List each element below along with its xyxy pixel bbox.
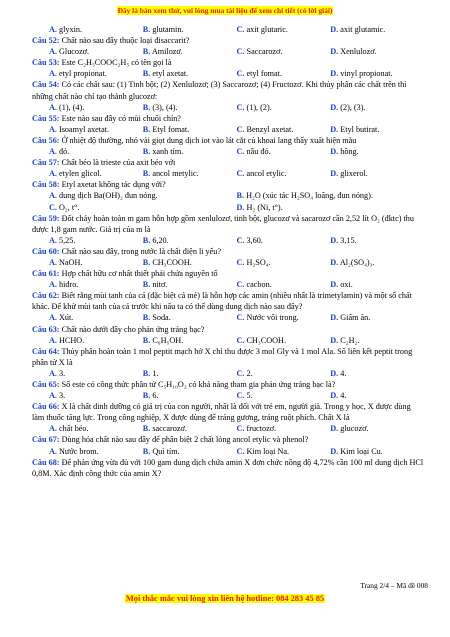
option-letter: D. (330, 235, 339, 245)
option-letter: B. (142, 368, 151, 378)
question-number: Câu 62: (32, 291, 60, 301)
answer-option (143, 446, 237, 457)
option-letter: D. (330, 47, 339, 57)
option-text: đỏ. (59, 147, 70, 157)
option-text: Saccarozơ. (246, 47, 283, 57)
option-letter: C. (236, 368, 245, 378)
answer-option (330, 146, 424, 157)
preview-notice-banner (0, 6, 450, 15)
option-letter: C. (236, 446, 245, 456)
option-text: etylen glicol. (59, 169, 102, 179)
option-letter: D. (330, 69, 339, 79)
question-text: Chất nào sau đây thuộc loại đisaccarit? (61, 36, 190, 46)
option-text: fructozơ. (246, 424, 277, 434)
option-text: ancol metylic. (152, 169, 199, 179)
question-number: Câu 58: (32, 180, 60, 190)
option-letter: A. (49, 424, 57, 434)
answer-option (330, 168, 424, 179)
option-letter: A. (49, 313, 57, 323)
option-text: hồng. (340, 147, 359, 157)
answer-options-row (32, 168, 424, 179)
question-text: Đốt cháy hoàn toàn m gam hỗn hợp gồm xenlulozơ, tinh bột, glucozơ và sacarozơ cần 2,52 lít O₂ (đktc) thu được 1,8 gam nước. Giá trị của m là (32, 213, 414, 234)
question-block (32, 35, 424, 57)
option-letter: A. (49, 169, 57, 179)
answer-option (237, 102, 331, 113)
option-text: axit glutaric. (246, 25, 288, 34)
option-text: (2), (3). (340, 102, 366, 112)
question-stem (32, 246, 424, 257)
answer-option (237, 168, 331, 179)
answer-option (49, 446, 143, 457)
option-letter: A. (49, 235, 57, 245)
question-number: Câu 65: (32, 380, 60, 389)
answer-option (143, 46, 237, 57)
question-number: Câu 55: (32, 113, 60, 123)
option-letter: B. (142, 169, 151, 179)
option-letter: B. (142, 124, 151, 134)
option-letter: B. (142, 235, 151, 245)
answer-options-row (32, 190, 424, 201)
question-stem (32, 379, 424, 390)
option-letter: C. (236, 169, 245, 179)
question-number: Câu 54: (32, 80, 60, 90)
option-text: Xenlulozơ. (340, 47, 377, 57)
option-text: axit glutamic. (340, 25, 386, 34)
question-number: Câu 61: (32, 269, 60, 279)
page-number-footer: Trang 2/4 – Mã đề 008 (360, 581, 428, 590)
option-text: Giấm ăn. (340, 313, 371, 323)
option-letter: B. (142, 446, 151, 456)
answer-option (49, 168, 143, 179)
option-letter: C. (236, 424, 245, 434)
option-text: CH₃COOH. (246, 335, 286, 345)
answer-option (237, 124, 331, 135)
answer-option (49, 312, 143, 323)
option-letter: C. (236, 257, 245, 267)
answer-option (330, 390, 424, 401)
option-letter: D. (330, 335, 339, 345)
option-letter: D. (330, 102, 339, 112)
option-text: Kim loại Cu. (340, 446, 383, 456)
answer-option (143, 24, 237, 35)
answer-options-row (32, 202, 424, 213)
option-letter: C. (236, 235, 245, 245)
answer-options-row (32, 390, 424, 401)
answer-option (330, 235, 424, 246)
option-text: glyxin. (59, 25, 82, 34)
option-text: CH₃COOH. (152, 257, 192, 267)
answer-option (330, 312, 424, 323)
question-text: Số este có công thức phân tử C₅H₁₀O₂ có khả năng tham gia phản ứng tráng bạc là? (61, 380, 336, 389)
option-letter: A. (49, 69, 57, 79)
question-block (32, 290, 424, 323)
option-letter: D. (330, 424, 339, 434)
answer-option (237, 390, 331, 401)
option-text: 5. (246, 391, 253, 401)
question-number: Câu 67: (32, 435, 60, 445)
option-text: 3,60. (246, 235, 263, 245)
question-number: Câu 59: (32, 213, 60, 223)
option-letter: D. (330, 313, 339, 323)
answer-options-row (32, 423, 424, 434)
option-letter: D. (330, 124, 339, 134)
option-letter: D. (330, 169, 339, 179)
answer-option (330, 335, 424, 346)
option-text: glucozơ. (340, 424, 369, 434)
answer-option (143, 312, 237, 323)
question-stem (32, 79, 424, 101)
option-letter: B. (142, 391, 151, 401)
answer-option (143, 102, 237, 113)
question-stem (32, 401, 424, 423)
option-text: nitơ. (152, 280, 168, 290)
option-text: etyl axetat. (152, 69, 189, 79)
option-letter: B. (142, 147, 151, 157)
option-letter: C. (49, 202, 57, 212)
option-text: Benzyl axetat. (246, 124, 294, 134)
option-text: 6. (152, 391, 159, 401)
answer-option (49, 335, 143, 346)
answer-option (237, 24, 331, 35)
answer-option (143, 390, 237, 401)
question-stem (32, 324, 424, 335)
answer-option (143, 168, 237, 179)
question-text: Có các chất sau: (1) Tinh bột; (2) Xenlulozơ; (3) Saccarozơ; (4) Fructozơ. Khi thủy phân các chất trên thì những chất nào chỉ tạo thành glucozơ: (32, 80, 407, 101)
question-block (32, 213, 424, 246)
option-letter: A. (49, 102, 57, 112)
question-text: Dùng hóa chất nào sau đây để phân biệt 2 chất lỏng ancol etylic và phenol? (61, 435, 309, 445)
question-block (32, 57, 424, 79)
answer-option (330, 279, 424, 290)
option-text: Quì tím. (152, 446, 180, 456)
option-text: vinyl propionat. (340, 69, 393, 79)
question-block (32, 268, 424, 290)
question-block (32, 246, 424, 268)
question-text: Chất béo là trieste của axit béo với (61, 158, 176, 168)
answer-option (330, 446, 424, 457)
question-block (32, 157, 424, 179)
question-text: Biết rằng mùi tanh của cá (đặc biệt cá mè) là hỗn hợp các amin (nhiều nhất là trimetylamin) và một số chất khác. Để khử mùi tanh của cá trước khi nấu ta có thể dùng dung dịch nào sau đây? (32, 291, 412, 312)
answer-option (237, 68, 331, 79)
option-letter: C. (236, 280, 245, 290)
answer-option (330, 102, 424, 113)
answer-option (237, 257, 331, 268)
answer-option (143, 146, 237, 157)
answer-option (237, 190, 425, 201)
option-text: Nước brom. (59, 446, 99, 456)
option-letter: D. (236, 202, 245, 212)
question-text: Este C₂H₅COOC₂H₅ có tên gọi là (61, 58, 172, 68)
option-text: dung dịch Ba(OH)₂ đun nóng. (59, 191, 158, 201)
answer-options-row (32, 146, 424, 157)
option-text: chất béo. (59, 424, 89, 434)
answer-options-row (32, 368, 424, 379)
option-letter: A. (49, 446, 57, 456)
answer-option (237, 279, 331, 290)
answer-option (49, 390, 143, 401)
option-letter: B. (142, 69, 151, 79)
option-text: etyl propionat. (59, 69, 107, 79)
option-text: 4. (340, 391, 347, 401)
question-text: Thủy phân hoàn toàn 1 mol peptit mạch hở X chỉ thu được 3 mol Gly và 1 mol Ala. Số liên kết peptit trong phân tử X là (32, 346, 413, 367)
option-letter: D. (330, 25, 339, 34)
answer-options-row (32, 46, 424, 57)
option-letter: A. (49, 257, 57, 267)
option-text: 3,15. (340, 235, 357, 245)
answer-options-row (32, 312, 424, 323)
question-text: Chất nào sau đây, trong nước là chất điện li yếu? (61, 246, 222, 256)
question-text: X là chất dinh dưỡng có giá trị của con người, nhất là đối với trẻ em, người già. Trong y học, X được dùng làm thuốc tăng lực. Trong công nghiệp, X được dùng để tráng gương, tráng ruột phích. Chất X là (32, 402, 411, 423)
option-text: Nước vôi trong. (246, 313, 299, 323)
question-text: Để phản ứng vừa đủ với 100 gam dung dịch chứa amin X đơn chức nồng độ 4,72% cần 100 ml dung dịch HCl 0,8M. Xác định công thức của amin X? (32, 457, 424, 478)
option-letter: B. (142, 335, 151, 345)
question-number: Câu 66: (32, 402, 60, 412)
answer-option (49, 368, 143, 379)
option-letter: B. (142, 257, 151, 267)
question-text: Chất nào dưới đây cho phản ứng tráng bạc? (61, 324, 205, 334)
question-stem (32, 113, 424, 124)
option-letter: A. (49, 335, 57, 345)
question-stem (32, 434, 424, 445)
question-stem (32, 346, 424, 368)
answer-option (143, 68, 237, 79)
question-number: Câu 63: (32, 324, 60, 334)
option-letter: C. (236, 124, 245, 134)
answer-option (237, 235, 331, 246)
option-text: Xút. (59, 313, 74, 323)
question-block (32, 179, 424, 212)
option-letter: C. (236, 313, 245, 323)
question-number: Câu 52: (32, 36, 60, 46)
option-letter: D. (330, 368, 339, 378)
answer-option (143, 257, 237, 268)
option-text: HCHO. (59, 335, 85, 345)
answer-option (49, 146, 143, 157)
option-letter: C. (236, 47, 245, 57)
question-stem (32, 457, 424, 479)
option-letter: D. (330, 280, 339, 290)
option-letter: D. (330, 257, 339, 267)
answer-option (49, 124, 143, 135)
question-block (32, 457, 424, 479)
option-letter: B. (142, 25, 151, 34)
answer-option (237, 146, 331, 157)
answer-option (237, 446, 331, 457)
option-text: (1), (4). (59, 102, 85, 112)
answer-option (237, 46, 331, 57)
answer-options-row (32, 124, 424, 135)
answer-option (49, 68, 143, 79)
answer-options-row (32, 335, 424, 346)
option-text: Etyl fomat. (152, 124, 190, 134)
option-letter: A. (49, 147, 57, 157)
question-number: Câu 60: (32, 246, 60, 256)
answer-option (330, 124, 424, 135)
option-text: C₂H₂. (340, 335, 360, 345)
answer-option (143, 279, 237, 290)
question-stem (32, 268, 424, 279)
option-text: etyl fomat. (246, 69, 282, 79)
option-letter: A. (49, 191, 57, 201)
option-letter: D. (330, 446, 339, 456)
answer-option (330, 423, 424, 434)
answer-option (143, 335, 237, 346)
option-text: 2. (246, 368, 253, 378)
option-letter: C. (236, 147, 245, 157)
question-stem (32, 157, 424, 168)
option-letter: A. (49, 47, 57, 57)
answer-option (143, 368, 237, 379)
question-text: Hợp chất hữu cơ nhất thiết phải chứa nguyên tố (61, 269, 218, 279)
answer-option (143, 423, 237, 434)
answer-option (49, 46, 143, 57)
answer-option (49, 190, 237, 201)
answer-options-row (32, 68, 424, 79)
option-letter: A. (49, 280, 57, 290)
question-number: Câu 53: (32, 58, 60, 68)
answer-option (330, 257, 424, 268)
option-letter: B. (142, 424, 151, 434)
answer-option (49, 279, 143, 290)
answer-option (237, 312, 331, 323)
answer-option (49, 202, 237, 213)
question-block (32, 434, 424, 456)
answer-options-row (32, 279, 424, 290)
option-text: C₆H₅OH. (152, 335, 184, 345)
option-text: 3. (59, 391, 66, 401)
question-number: Câu 56: (32, 135, 60, 145)
option-letter: A. (49, 368, 57, 378)
option-text: 5,25. (59, 235, 76, 245)
answer-options-row (32, 446, 424, 457)
option-letter: A. (49, 124, 57, 134)
option-letter: A. (49, 391, 57, 401)
answer-options-row (32, 235, 424, 246)
option-text: Al₂(SO₄)₃. (339, 257, 375, 267)
option-letter: D. (330, 391, 339, 401)
answer-option (237, 335, 331, 346)
answer-option (143, 235, 237, 246)
option-letter: C. (236, 69, 245, 79)
question-stem (32, 213, 424, 235)
answer-option (49, 257, 143, 268)
question-stem (32, 290, 424, 312)
preview-notice-text: Đây là bản xem thử, vui lòng mua tài liệu để xem chi tiết (có lời giải) (117, 6, 333, 15)
answer-options-row (32, 24, 424, 35)
option-letter: D. (330, 147, 339, 157)
option-letter: C. (236, 102, 245, 112)
answer-option (49, 423, 143, 434)
option-text: Amilozơ. (151, 47, 183, 57)
hotline-text: Mọi thắc mắc vui lòng xin liên hệ hotline: 084 283 45 85 (125, 594, 325, 603)
answer-option (143, 124, 237, 135)
answer-option (237, 368, 331, 379)
option-text: 1. (152, 368, 159, 378)
option-text: glutamin. (152, 25, 184, 34)
option-letter: B. (142, 102, 151, 112)
option-text: Kim loại Na. (246, 446, 290, 456)
answer-option (49, 235, 143, 246)
option-text: H₂SO₄. (246, 257, 271, 267)
question-stem (32, 57, 424, 68)
option-text: hiđro. (59, 280, 79, 290)
question-number: Câu 64: (32, 346, 60, 356)
answer-option (237, 423, 331, 434)
question-block (32, 346, 424, 379)
option-text: O₂, t°. (59, 202, 80, 212)
question-stem (32, 135, 424, 146)
option-letter: B. (142, 313, 151, 323)
question-block (32, 379, 424, 401)
option-text: Glucozơ. (59, 47, 90, 57)
option-text: glixerol. (340, 169, 368, 179)
option-text: xanh tím. (152, 147, 184, 157)
option-text: H₂ (Ni, t°). (246, 202, 283, 212)
hotline-banner (0, 594, 450, 603)
option-text: Soda. (152, 313, 171, 323)
option-letter: B. (142, 280, 151, 290)
option-text: (1), (2). (246, 102, 272, 112)
option-text: nâu đỏ. (246, 147, 271, 157)
answer-option (330, 24, 424, 35)
option-letter: B. (142, 47, 151, 57)
answer-options-row (32, 102, 424, 113)
question-block (32, 135, 424, 157)
question-block (32, 324, 424, 346)
exam-question-list (32, 24, 424, 479)
question-text: Ở nhiệt độ thường, nhỏ vài giọt dung dịch iot vào lát cắt củ khoai lang thấy xuất hiện màu (61, 135, 357, 145)
answer-option (330, 368, 424, 379)
question-text: Etyl axetat không tác dụng với? (61, 180, 166, 190)
option-text: cacbon. (246, 280, 272, 290)
option-text: 3. (59, 368, 66, 378)
answer-options-row (32, 257, 424, 268)
option-text: (3), (4). (152, 102, 178, 112)
question-stem (32, 35, 424, 46)
answer-option (49, 102, 143, 113)
option-text: oxi. (340, 280, 353, 290)
answer-option (330, 46, 424, 57)
question-block (32, 79, 424, 112)
option-letter: C. (236, 391, 245, 401)
option-text: 4. (340, 368, 347, 378)
answer-option (49, 24, 143, 35)
question-number: Câu 57: (32, 158, 60, 168)
option-text: 6,20. (152, 235, 169, 245)
answer-option (237, 202, 425, 213)
option-text: NaOH. (59, 257, 83, 267)
option-text: H₂O (xúc tác H₂SO₄ loãng, đun nóng). (246, 191, 373, 201)
question-stem (32, 179, 424, 190)
option-letter: A. (49, 25, 57, 34)
option-text: Etyl butirat. (340, 124, 380, 134)
question-text: Este nào sau đây có mùi chuối chín? (61, 113, 181, 123)
question-number: Câu 68: (32, 457, 60, 467)
option-letter: C. (236, 335, 245, 345)
option-text: saccarozơ. (152, 424, 187, 434)
question-block (32, 401, 424, 434)
option-letter: C. (236, 25, 245, 34)
option-letter: B. (236, 191, 245, 201)
answer-option (330, 68, 424, 79)
option-text: Isoamyl axetat. (59, 124, 110, 134)
option-text: ancol etylic. (246, 169, 287, 179)
question-block (32, 24, 424, 35)
question-block (32, 113, 424, 135)
